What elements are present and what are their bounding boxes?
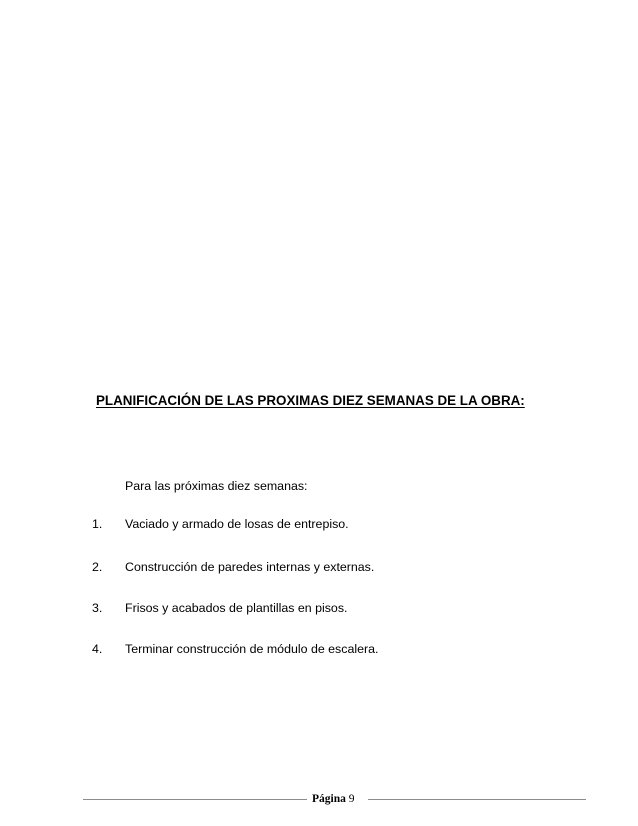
list-item-text: Vaciado y armado de losas de entrepiso. — [125, 517, 349, 531]
list-item-text: Construcción de paredes internas y externas. — [125, 560, 375, 574]
list-item-number: 4. — [92, 642, 103, 656]
intro-text: Para las próximas diez semanas: — [125, 479, 308, 493]
list-item-number: 3. — [92, 601, 103, 615]
footer-divider-left — [83, 799, 307, 800]
page-number — [312, 793, 355, 805]
list-item — [92, 560, 374, 574]
list-item — [92, 601, 347, 615]
list-item-text: Terminar construcción de módulo de escalera. — [125, 642, 379, 656]
list-item-number: 2. — [92, 560, 103, 574]
list-item — [92, 642, 378, 656]
footer-divider-right — [368, 799, 586, 800]
list-item-text: Frisos y acabados de plantillas en pisos. — [125, 601, 348, 615]
page-number-value: 9 — [348, 793, 355, 805]
page-footer — [83, 793, 586, 809]
list-item — [92, 517, 349, 531]
list-item-number: 1. — [92, 517, 103, 531]
section-heading: PLANIFICACIÓN DE LAS PROXIMAS DIEZ SEMANAS DE LA OBRA: — [96, 393, 525, 408]
page-label: Página — [312, 793, 346, 805]
